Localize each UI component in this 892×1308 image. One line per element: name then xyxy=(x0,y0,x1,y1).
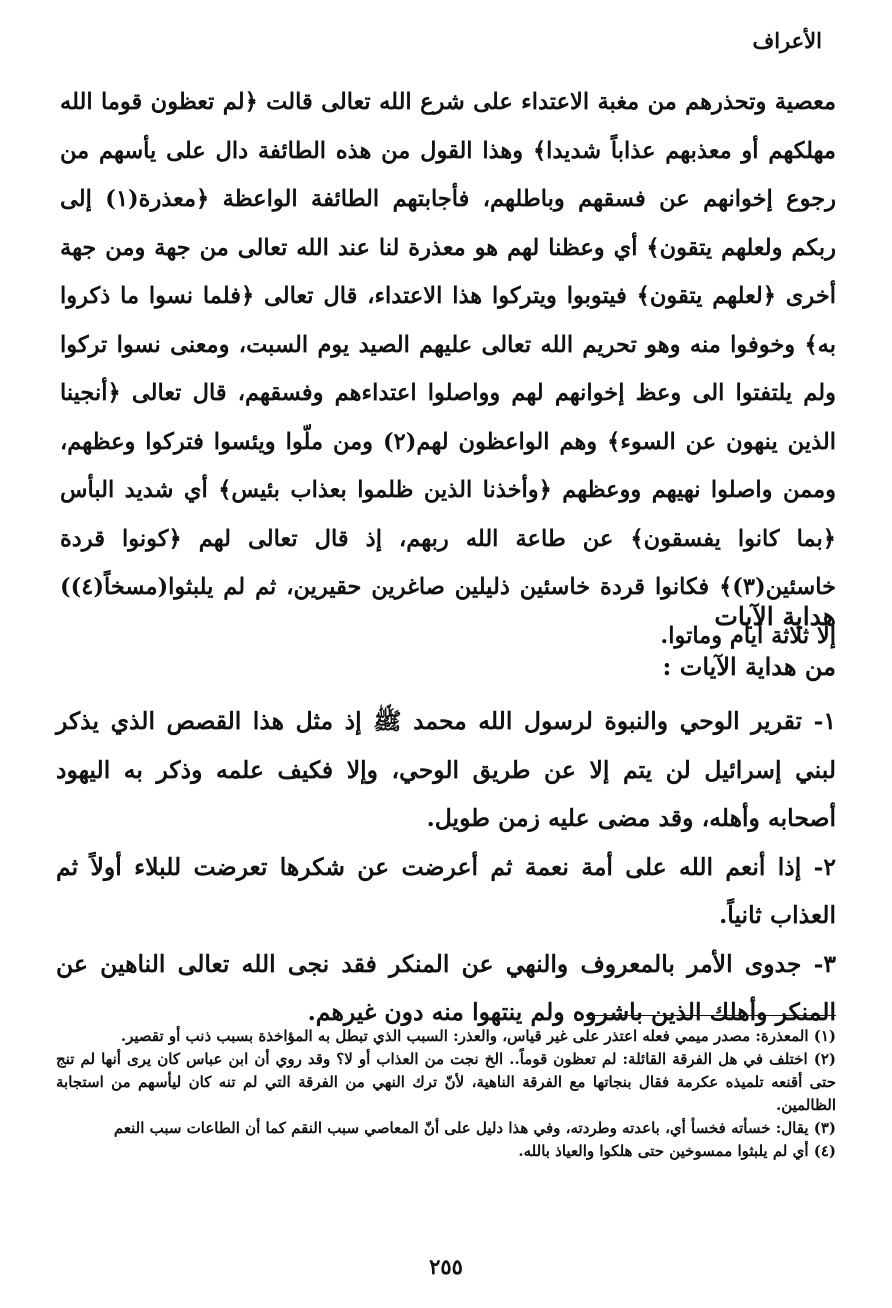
footnote: (٤) أي لم يلبثوا ممسوخين حتى هلكوا والعياذ بالله. xyxy=(518,1142,836,1160)
lesson-item: ١- تقرير الوحي والنبوة لرسول الله محمد ﷺ إذ مثل هذا القصص الذي يذكر لبني إسرائيل لن يتم إلا عن طريق الوحي، وإلا فكيف علمه وذكر به اليهود أصحابه وأهله، وقد مضى عليه زمن طويل. xyxy=(56,707,836,832)
footnote: (٢) اختلف في هل الفرقة القائلة: لم تعظون قوماً.. الخ نجت من العذاب أو لا؟ وقد روي أن ابن عباس كان يرى أنها لم تنج حتى أقنعه تلميذه عكرمة فقال بنجاتها مع الفرقة الناهية، لأنّ ترك النهي من الفرقة التي لم تنه كان ليأسهم من استجابة الظالمين. xyxy=(56,1050,836,1114)
footnotes xyxy=(56,1025,836,1163)
lesson-item: ٣- جدوى الأمر بالمعروف والنهي عن المنكر فقد نجى الله تعالى الناهين عن المنكر وأهلك الذين باشروه ولم ينتهوا منه دون غيرهم. xyxy=(56,949,836,1026)
footnote: (٣) يقال: خسأته فخسأ أي، باعدته وطردته، وفي هذا دليل على أنّ المعاصي سبب النقم كما أن الطاعات سبب النعم xyxy=(113,1119,836,1137)
section-title: هداية الآيات xyxy=(714,602,836,631)
commentary-text xyxy=(60,78,836,660)
commentary-paragraph: معصية وتحذرهم من مغبة الاعتداء على شرع الله تعالى قالت ﴿لم تعظون قوما الله مهلكهم أو معذبهم عذاباً شديدا﴾ وهذا القول من هذه الطائفة دال على يأسهم من رجوع إخوانهم عن فسقهم وباطلهم، فأجابتهم الطائفة الواعظة ﴿معذرة(١) إلى ربكم ولعلهم يتقون﴾ أي وعظنا لهم هو معذرة لنا عند الله تعالى من جهة ومن جهة أخرى ﴿لعلهم يتقون﴾ فيتوبوا ويتركوا هذا الاعتداء، قال تعالى ﴿فلما نسوا ما ذكروا به﴾ وخوفوا منه وهو تحريم الله تعالى عليهم الصيد يوم السبت، ومعنى نسوا تركوا ولم يلتفتوا الى وعظ إخوانهم لهم وواصلوا اعتداءهم وفسقهم، قال تعالى ﴿أنجينا الذين ينهون عن السوء﴾ وهم الواعظون لهم(٢) ومن ملّوا ويئسوا فتركوا وعظهم، وممن واصلوا نهيهم ووعظهم ﴿وأخذنا الذين ظلموا بعذاب بئيس﴾ أي شديد البأس ﴿بما كانوا يفسقون﴾ عن طاعة الله ربهم، إذ قال تعالى لهم ﴿كونوا قردة خاسئين(٣)﴾ فكانوا قردة خاسئين ذليلين صاغرين حقيرين، ثم لم يلبثوا(مسخاً(٤)) إلا ثلاثة أيام وماتوا. xyxy=(60,89,836,649)
footnote-divider xyxy=(586,1015,836,1016)
section-subtitle: من هداية الآيات : xyxy=(662,652,836,681)
lessons-list xyxy=(56,697,836,1037)
lesson-item: ٢- إذا أنعم الله على أمة نعمة ثم أعرضت عن شكرها تعرضت للبلاء أولاً ثم العذاب ثانياً. xyxy=(56,852,836,929)
page-number: ٢٥٥ xyxy=(429,1254,463,1279)
footnote: (١) المعذرة: مصدر ميمي فعله اعتذر على غير قياس، والعذر: السبب الذي تبطل به المؤاخذة بسبب ذنب أو تقصير. xyxy=(120,1027,836,1045)
running-header: الأعراف xyxy=(752,28,822,53)
